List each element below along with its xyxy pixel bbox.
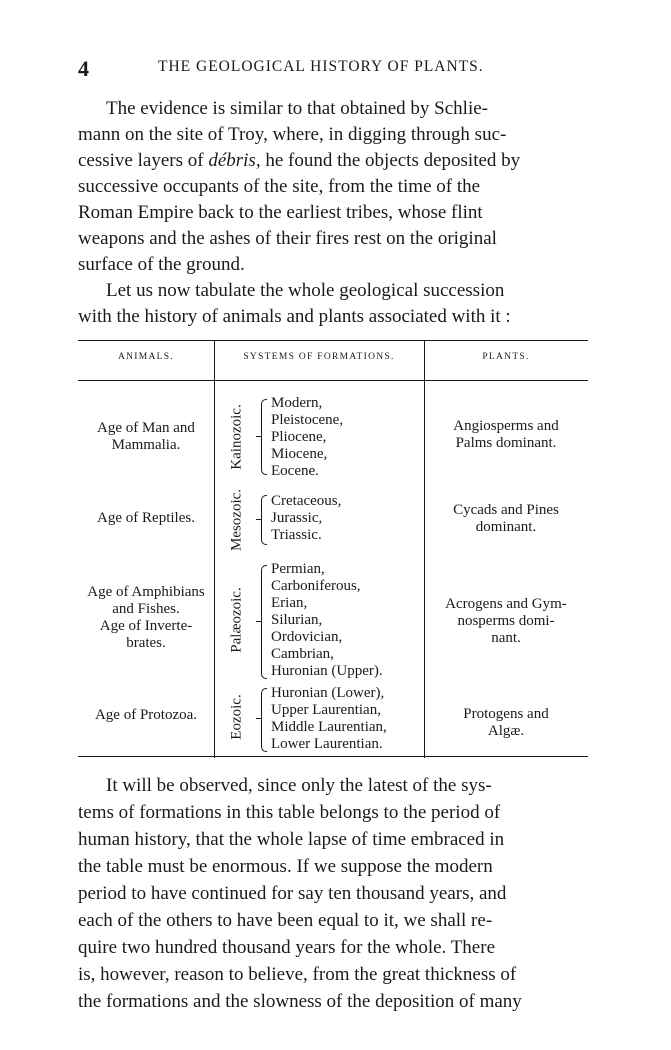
plants-line: nant. [491, 630, 521, 646]
plants-line: dominant. [475, 519, 537, 535]
brace-tip-mesozoic [256, 519, 261, 520]
geological-table [78, 340, 588, 758]
column-divider-2 [424, 340, 425, 758]
formation-item: Huronian (Lower), [271, 685, 385, 701]
formation-item: Ordovician, [271, 629, 343, 645]
table-top-rule [78, 340, 588, 341]
animals-line: Age of Protozoa. [94, 707, 198, 723]
plants-line: Cycads and Pines [453, 502, 559, 518]
formation-item: Erian, [271, 595, 308, 611]
column-header-animals: ANIMALS. [117, 352, 175, 362]
formation-item: Carboniferous, [271, 578, 361, 594]
plants-cell-palaeozoic [424, 596, 588, 647]
animals-line: brates. [126, 635, 166, 651]
animals-cell-palaeozoic [78, 584, 214, 652]
text-line: period to have continued for say ten thousand years, and [78, 883, 507, 904]
table-header-rule [78, 380, 588, 381]
plants-cell-eozoic [424, 706, 588, 740]
formation-item: Lower Laurentian. [271, 736, 383, 752]
text-line: with the history of animals and plants associated with it : [78, 306, 511, 327]
text-line: human history, that the whole lapse of time embraced in [78, 829, 505, 850]
formation-item: Modern, [271, 395, 323, 411]
animals-line: and Fishes. [112, 601, 180, 617]
text-line: quire two hundred thousand years for the whole. There [78, 937, 495, 958]
running-head: THE GEOLOGICAL HISTORY OF PLANTS. [158, 58, 484, 75]
text-line: Let us now tabulate the whole geological succession [106, 280, 505, 301]
text-line: The evidence is similar to that obtained by Schlie- [106, 98, 489, 119]
animals-line: Age of Man and [97, 420, 195, 436]
column-divider-1 [214, 340, 215, 758]
brace-mesozoic [261, 495, 267, 545]
brace-tip-eozoic [256, 718, 261, 719]
plants-line: Palms dominant. [455, 435, 557, 451]
formations-list-kainozoic [271, 395, 343, 480]
formation-item: Pleistocene, [271, 412, 344, 428]
animals-cell-kainozoic [78, 420, 214, 454]
plants-line: nosperms domi- [457, 613, 555, 629]
plants-cell-mesozoic [424, 502, 588, 536]
animals-line: Age of Amphibians [87, 584, 205, 600]
text-line: the formations and the slowness of the deposition of many [78, 991, 522, 1012]
formation-item: Silurian, [271, 612, 323, 628]
formation-item: Permian, [271, 561, 325, 577]
formation-item: Eocene. [271, 463, 319, 479]
plants-line: Angiosperms and [453, 418, 559, 434]
formation-item: Huronian (Upper). [271, 663, 383, 679]
era-label-palaeozoic: Palæozoic. [228, 587, 245, 653]
intro-paragraph-1 [78, 96, 588, 278]
text-line: each of the others to have been equal to it, we shall re- [78, 910, 493, 931]
plants-line: Protogens and [463, 706, 549, 722]
brace-eozoic [261, 688, 267, 752]
plants-line: Acrogens and Gym- [445, 596, 567, 612]
brace-kainozoic [261, 399, 267, 475]
text-line: surface of the ground. [78, 254, 245, 275]
text-line: is, however, reason to believe, from the great thickness of [78, 964, 517, 985]
text-line: the table must be enormous. If we suppose the modern [78, 856, 493, 877]
animals-cell-eozoic [78, 707, 214, 724]
text-line: cessive layers of débris, he found the objects deposited by [78, 150, 521, 171]
closing-paragraph [78, 772, 588, 1015]
brace-tip-kainozoic [256, 436, 261, 437]
animals-cell-mesozoic [78, 510, 214, 527]
brace-tip-palaeozoic [256, 621, 261, 622]
text-line: tems of formations in this table belongs to the period of [78, 802, 501, 823]
column-header-systems: SYSTEMS OF FORMATIONS. [243, 352, 395, 362]
plants-line: Algæ. [487, 723, 525, 739]
intro-paragraph-2 [78, 278, 588, 330]
plants-cell-kainozoic [424, 418, 588, 452]
formations-list-palaeozoic [271, 561, 383, 680]
emphasis-debris: débris [208, 150, 256, 171]
formation-item: Triassic. [271, 527, 322, 543]
text-line: weapons and the ashes of their fires rest on the original [78, 228, 497, 249]
formation-item: Jurassic, [271, 510, 323, 526]
formations-list-eozoic [271, 685, 387, 753]
formation-item: Upper Laurentian, [271, 702, 381, 718]
animals-line: Mammalia. [111, 437, 181, 453]
page-number: 4 [78, 56, 89, 81]
animals-line: Age of Inverte- [99, 618, 193, 634]
formation-item: Cretaceous, [271, 493, 342, 509]
formation-item: Cambrian, [271, 646, 334, 662]
table-bottom-rule [78, 756, 588, 757]
era-label-eozoic: Eozoic. [228, 694, 245, 740]
formation-item: Middle Laurentian, [271, 719, 387, 735]
animals-line: Age of Reptiles. [97, 510, 195, 526]
formations-list-mesozoic [271, 493, 341, 544]
formation-item: Miocene, [271, 446, 328, 462]
era-label-mesozoic: Mesozoic. [228, 488, 245, 552]
formation-item: Pliocene, [271, 429, 327, 445]
brace-palaeozoic [261, 565, 267, 679]
text-line: successive occupants of the site, from the time of the [78, 176, 481, 197]
page-header [78, 52, 590, 80]
text-line: It will be observed, since only the latest of the sys- [106, 775, 492, 796]
text-line: Roman Empire back to the earliest tribes, whose flint [78, 202, 483, 223]
era-label-kainozoic: Kainozoic. [228, 404, 245, 470]
column-header-plants: PLANTS. [482, 352, 530, 362]
text-line: mann on the site of Troy, where, in digging through suc- [78, 124, 507, 145]
